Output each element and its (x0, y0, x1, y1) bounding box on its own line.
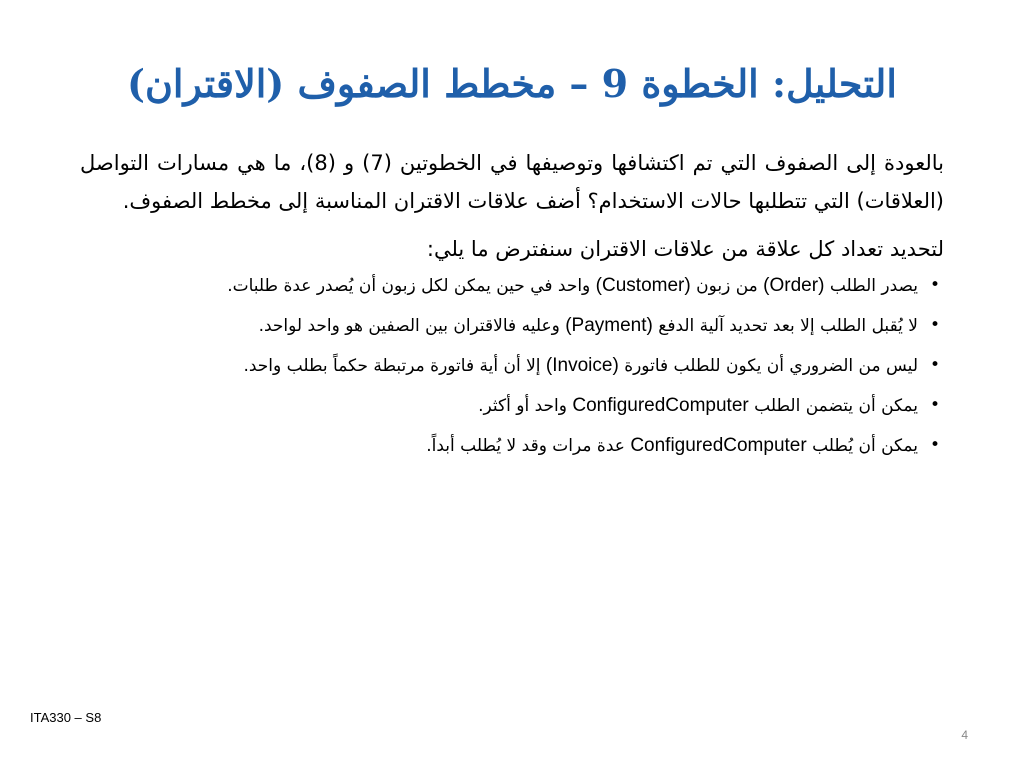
list-item (80, 310, 944, 342)
slide-body (80, 144, 944, 470)
list-item (80, 270, 944, 302)
bullet-text: يمكن أن يتضمن الطلب (754, 396, 918, 416)
bullet-text: واحد في حين يمكن لكل زبون أن يُصدر عدة طلبات. (227, 276, 591, 296)
bullet-text: عدة مرات وقد لا يُطلب أبداً. (426, 436, 625, 456)
class-term-payment: (Payment) (565, 315, 653, 336)
bullet-text: من زبون (696, 276, 758, 296)
list-item (80, 350, 944, 382)
bullet-icon: • (929, 275, 940, 295)
list-item (80, 390, 944, 422)
bullet-text: وعليه فالاقتران بين الصفين هو واحد لواحد. (258, 316, 560, 336)
bullet-text: واحد أو أكثر. (478, 396, 567, 416)
bullet-icon: • (929, 435, 940, 455)
bullet-icon: • (929, 395, 940, 415)
bullet-text: يمكن أن يُطلب (812, 436, 918, 456)
intro-paragraph: بالعودة إلى الصفوف التي تم اكتشافها وتوصيفها في الخطوتين (7) و (8)، ما هي مسارات التواصل (العلاقات) التي تتطلبها حالات الاستخدام؟ أضف علاقات الاقتران المناسبة إلى مخطط الصفوف. (80, 151, 944, 213)
class-term-invoice: (Invoice) (545, 355, 619, 376)
list-item (80, 430, 944, 462)
bullet-icon: • (929, 315, 940, 335)
bullet-text: لا يُقبل الطلب إلا بعد تحديد آلية الدفع (658, 316, 918, 336)
course-code: ITA330 – S8 (30, 710, 102, 725)
bullet-text: ليس من الضروري أن يكون للطلب فاتورة (624, 356, 918, 376)
bullet-icon: • (929, 355, 940, 375)
class-term-configured-computer: ConfiguredComputer (630, 435, 807, 456)
assumptions-list (80, 270, 944, 462)
assumptions-lead: لتحديد تعداد كل علاقة من علاقات الاقتران سنفترض ما يلي: (426, 237, 944, 261)
bullet-text: يصدر الطلب (829, 276, 918, 296)
slide-title: التحليل: الخطوة 9 – مخطط الصفوف (الاقتران) (127, 61, 897, 107)
class-term-configured-computer: ConfiguredComputer (572, 395, 749, 416)
page-number: 4 (961, 728, 968, 742)
class-term-order: (Order) (763, 275, 825, 296)
bullet-text: إلا أن أية فاتورة مرتبطة حكماً بطلب واحد. (243, 356, 541, 376)
class-term-customer: (Customer) (595, 275, 691, 296)
